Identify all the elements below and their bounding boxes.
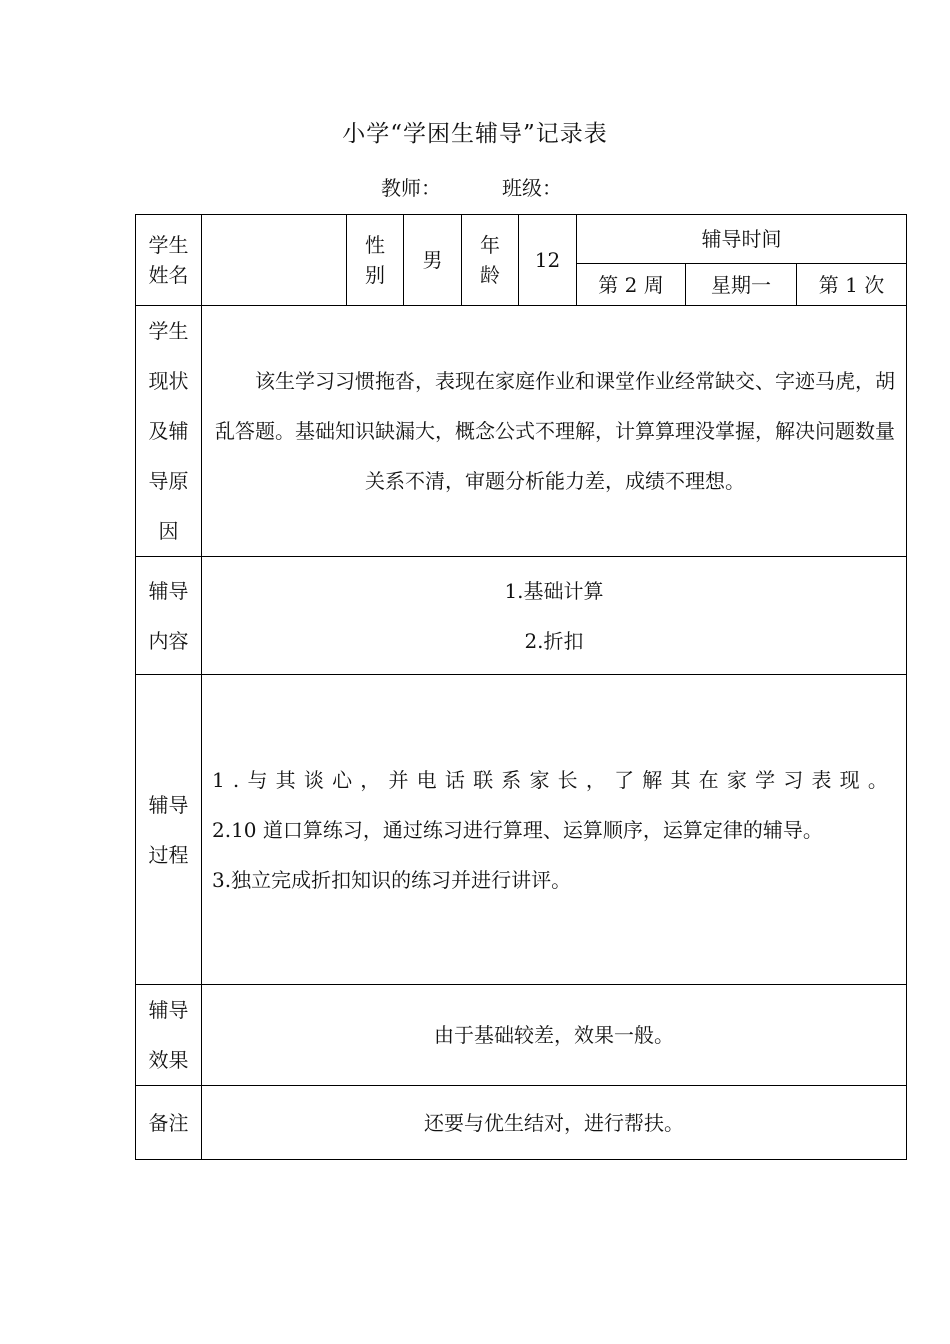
gender-label: 性别	[347, 215, 404, 306]
week-cell: 第 2 周	[577, 264, 686, 306]
status-label: 学生现状及辅导原因	[136, 306, 202, 557]
process-item: 1.与其谈心，并电话联系家长，了解其在家学习表现。	[212, 767, 897, 792]
class-label: 班级：	[502, 176, 562, 200]
process-label: 辅导过程	[136, 675, 202, 985]
weekday-cell: 星期一	[686, 264, 797, 306]
document-title: 小学“学困生辅导”记录表	[342, 121, 608, 147]
status-text: 该生学习习惯拖沓，表现在家庭作业和课堂作业经常缺交、字迹马虎，胡乱答题。基础知识缺漏大，概念公式不理解，计算算理没掌握，解决问题数量关系不清，审题分析能力差，成绩不理想。	[202, 306, 907, 557]
student-name-value	[202, 215, 347, 306]
gender-value: 男	[404, 215, 462, 306]
effect-text: 由于基础较差，效果一般。	[202, 985, 907, 1086]
record-table	[135, 214, 907, 1160]
process-item: 2.10 道口算练习，通过练习进行算理、运算顺序，运算定律的辅导。	[212, 817, 823, 842]
content-item: 1.基础计算	[504, 578, 604, 603]
session-cell: 第 1 次	[797, 264, 907, 306]
remark-text: 还要与优生结对，进行帮扶。	[202, 1086, 907, 1160]
age-value: 12	[519, 215, 577, 306]
teacher-label: 教师：	[381, 176, 441, 200]
student-name-label: 学生姓名	[136, 215, 202, 306]
content-list	[202, 557, 907, 675]
content-label: 辅导内容	[136, 557, 202, 675]
tutoring-time-label: 辅导时间	[577, 215, 907, 264]
process-list	[202, 675, 907, 985]
effect-label: 辅导效果	[136, 985, 202, 1086]
process-item: 3.独立完成折扣知识的练习并进行讲评。	[212, 867, 572, 892]
remark-label: 备注	[136, 1086, 202, 1160]
content-item: 2.折扣	[524, 628, 584, 653]
age-label: 年龄	[462, 215, 519, 306]
